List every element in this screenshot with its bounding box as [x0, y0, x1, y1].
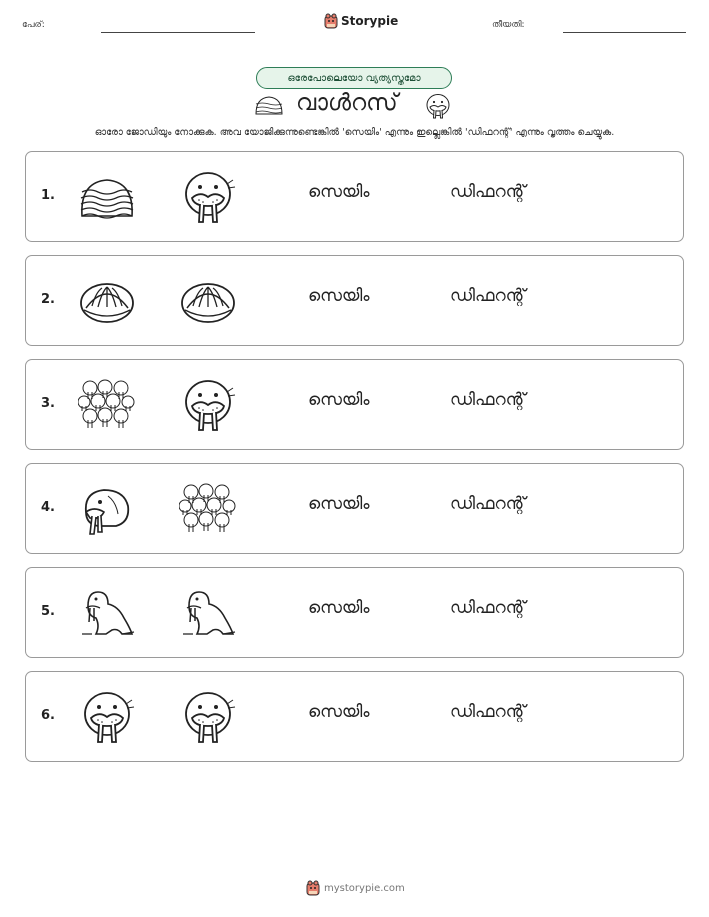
worksheet-title: വാൾറസ്: [296, 90, 398, 116]
different-option[interactable]: ഡിഫറന്റ്: [450, 286, 526, 306]
same-option[interactable]: സെയിം: [308, 702, 370, 722]
storypie-mascot-icon: [324, 13, 338, 29]
question-row: [25, 151, 684, 242]
same-option[interactable]: സെയിം: [308, 286, 370, 306]
instructions: ഓരോ ജോഡിയും നോക്കുക. അവ യോജിക്കുന്നുണ്ടെങ്കിൽ 'സെയിം' എന്നും ഇല്ലെങ്കിൽ 'ഡിഫറന്റ്' എന്നും വൃത്തം ചെയ്യുക.: [94, 127, 615, 138]
different-option[interactable]: ഡിഫറന്റ്: [450, 494, 526, 514]
footer-url[interactable]: mystorypie.com: [324, 882, 405, 894]
walrus-pile-icon: [78, 170, 136, 226]
date-label: തീയതി:: [492, 20, 525, 30]
walrus-face-icon: [179, 378, 237, 434]
walrus-body-icon: [78, 586, 136, 642]
worksheet-type-badge: ഒരേപോലെയോ വ്യത്യസ്തമോ: [256, 67, 452, 89]
question-number: 4.: [41, 500, 55, 515]
walrus-face-icon: [179, 170, 237, 226]
same-option[interactable]: സെയിം: [308, 598, 370, 618]
brand-name: Storypie: [341, 14, 399, 28]
clam-icon: [78, 274, 136, 330]
worksheet-header: [0, 0, 709, 40]
question-number: 1.: [41, 188, 55, 203]
same-option[interactable]: സെയിം: [308, 390, 370, 410]
question-row: [25, 671, 684, 762]
title-row: [0, 90, 709, 122]
question-row: [25, 255, 684, 346]
date-line: [563, 32, 686, 33]
walrus-herd-icon: [78, 378, 136, 434]
different-option[interactable]: ഡിഫറന്റ്: [450, 702, 526, 722]
question-number: 2.: [41, 292, 55, 307]
different-option[interactable]: ഡിഫറന്റ്: [450, 598, 526, 618]
storypie-mascot-icon: [306, 880, 320, 896]
question-number: 3.: [41, 396, 55, 411]
question-row: [25, 463, 684, 554]
question-number: 5.: [41, 604, 55, 619]
walrus-head-side-icon: [78, 482, 136, 538]
walrus-pile-icon: [253, 94, 285, 118]
different-option[interactable]: ഡിഫറന്റ്: [450, 390, 526, 410]
walrus-face-icon: [179, 690, 237, 746]
question-row: [25, 359, 684, 450]
name-label: പേര്:: [22, 20, 45, 30]
question-number: 6.: [41, 708, 55, 723]
same-option[interactable]: സെയിം: [308, 494, 370, 514]
walrus-body-icon: [179, 586, 237, 642]
same-option[interactable]: സെയിം: [308, 182, 370, 202]
different-option[interactable]: ഡിഫറന്റ്: [450, 182, 526, 202]
walrus-face-icon: [424, 92, 452, 120]
name-line: [101, 32, 255, 33]
brand-logo: [324, 13, 398, 29]
walrus-face-icon: [78, 690, 136, 746]
question-row: [25, 567, 684, 658]
clam-icon: [179, 274, 237, 330]
walrus-herd-icon: [179, 482, 237, 538]
footer: [306, 880, 405, 896]
